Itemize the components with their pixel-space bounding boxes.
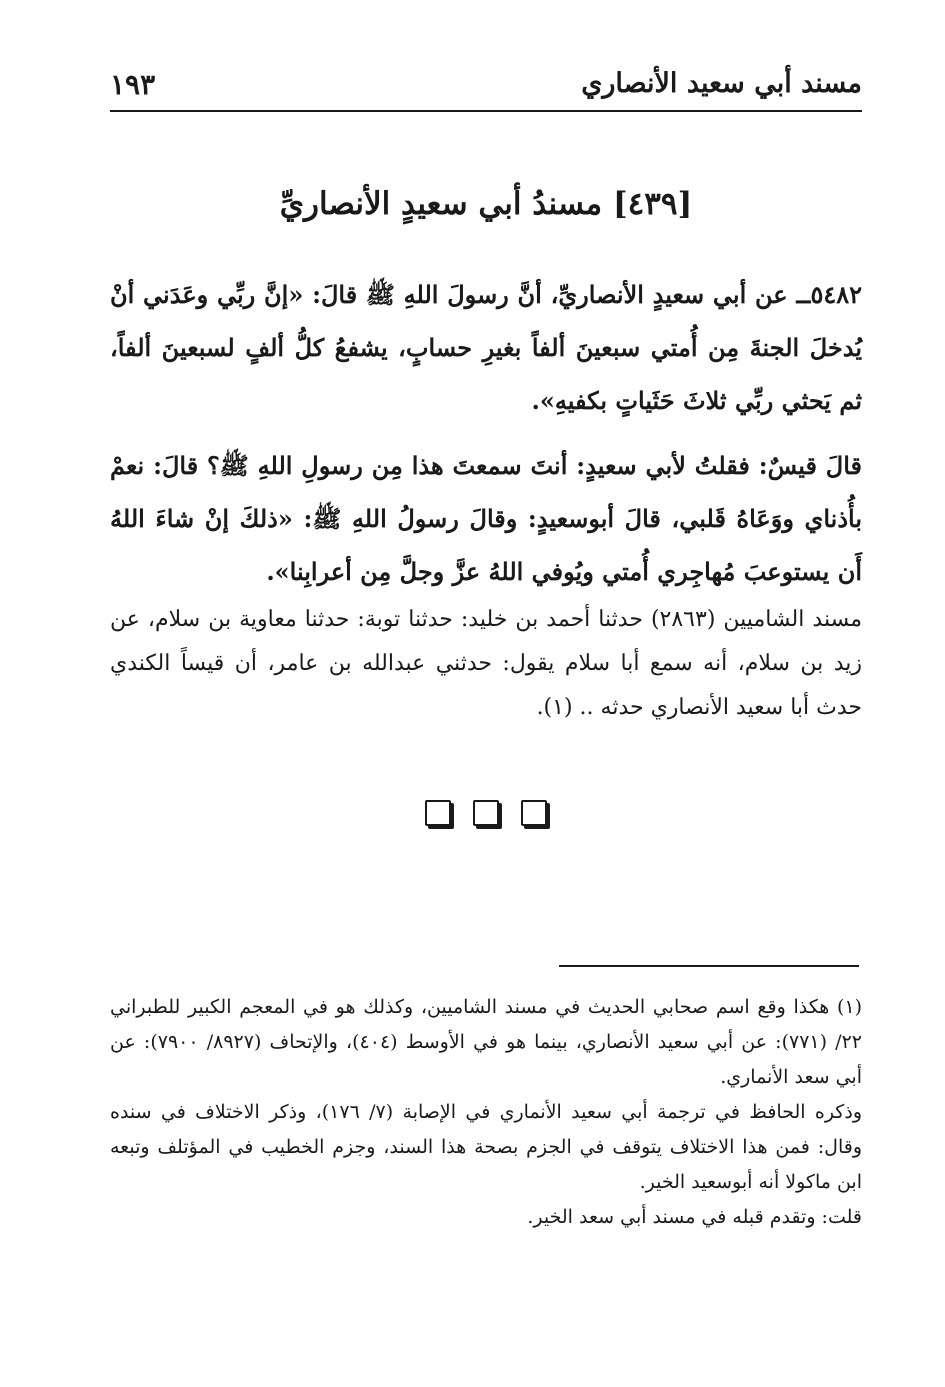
source-text: مسند الشاميين (٢٨٦٣) حدثنا أحمد بن خليد: حدثنا توبة: حدثنا معاوية بن سلام، عن زيد بن سلام، أنه سمع أبا سلام يقول: حدثني عبدالله بن عامر، أن قيساً الكندي حدث أبا سعيد الأنصاري حدثه .. (١). (110, 607, 862, 720)
ornament-box-icon (521, 800, 547, 826)
hadith-paragraph-1: ٥٤٨٢ــ عن أبي سعيدٍ الأنصاريِّ، أنَّ رسولَ اللهِ ﷺ قالَ: «إنَّ ربِّي وعَدَني أنْ يُدخلَ الجنةَ مِن أُمتي سبعينَ ألفاً بغيرِ حسابٍ، يشفعُ كلُّ ألفٍ لسبعينَ ألفاً، ثم يَحثي ربِّي ثلاثَ حَثَياتٍ بكفيهِ». (110, 280, 862, 415)
hadith-paragraph-2: قالَ قيسٌ: فقلتُ لأبي سعيدٍ: أنتَ سمعتَ هذا مِن رسولِ اللهِ ﷺ؟ قالَ: نعمْ بأُذناي ووَعَاهُ قَلبي، قالَ أبوسعيدٍ: وقالَ رسولُ اللهِ ﷺ: «ذلكَ إنْ شاءَ اللهُ أَن يستوعبَ مُهاجِري أُمتي ويُوفي اللهُ عزَّ وجلَّ مِن أعرابِنا». (110, 451, 862, 586)
footnote-separator (559, 965, 859, 967)
running-header (110, 62, 862, 112)
page-number: ١٩٣ (110, 68, 156, 101)
footnote-continuation: وذكره الحافظ في ترجمة أبي سعيد الأنماري في الإصابة (٧/ ١٧٦)، وذكر الاختلاف في سنده وقال: فمن هذا الاختلاف يتوقف في الجزم بصحة هذا السند، وجزم الخطيب في المؤتلف وتبعه ابن ماكولا أنه أبوسعيد الخير. (110, 1101, 862, 1193)
section-heading: [٤٣٩] مسندُ أبي سعيدٍ الأنصاريِّ (279, 186, 693, 222)
section-end-ornament (110, 800, 862, 832)
footnote-remark: قلت: وتقدم قبله في مسند أبي سعد الخير. (527, 1206, 862, 1228)
source-reference (110, 598, 862, 730)
header-rule (110, 110, 862, 112)
ornament-box-icon (425, 800, 451, 826)
hadith-text (110, 268, 862, 610)
running-title: مسند أبي سعيد الأنصاري (581, 68, 862, 99)
footnote-1: (١) هكذا وقع اسم صحابي الحديث في مسند الشاميين، وكذلك هو في المعجم الكبير للطبراني ٢٢/ (٧٧١): عن أبي سعيد الأنصاري، بينما هو في الأوسط (٤٠٤)، والإتحاف (٨٩٢٧/ ٧٩٠٠): عن أبي سعد الأنماري. (110, 996, 862, 1088)
footnotes (110, 990, 862, 1235)
ornament-box-icon (473, 800, 499, 826)
